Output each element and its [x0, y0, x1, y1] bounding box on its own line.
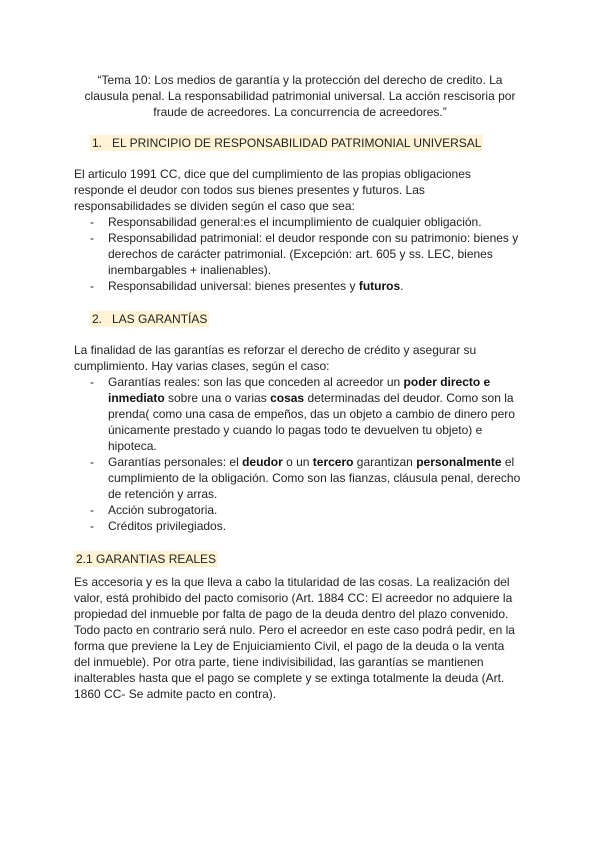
list-item-text: Créditos privilegiados.: [108, 519, 227, 533]
list-item-bold: cosas: [270, 391, 305, 405]
list-item-text: sobre una o varias: [164, 391, 271, 405]
section-2-intro: La finalidad de las garantías es reforzar el derecho de crédito y asegurar su cumplimiento. Hay varias clases, según el caso:: [74, 343, 477, 373]
list-dash: -: [90, 455, 94, 469]
list-item-text: Responsabilidad patrimonial: el deudor responde con su patrimonio: bienes y derechos de carácter patrimonial. (Excepción: art. 605 y ss. LEC, bienes inembargables + inalienables).: [108, 231, 519, 277]
list-item-text: Garantías personales: el: [108, 455, 243, 469]
list-dash: -: [90, 519, 94, 533]
section-2-highlight: [90, 311, 209, 327]
list-item-bold: deudor: [242, 455, 283, 469]
list-dash: -: [90, 279, 94, 293]
section-2-heading: [90, 310, 209, 328]
list-item-text: Responsabilidad general:es el incumplimiento de cualquier obligación.: [108, 215, 482, 229]
list-item-text: garantizan: [353, 455, 417, 469]
list-dash: -: [90, 503, 94, 517]
list-item: [74, 278, 522, 294]
list-item: [74, 454, 522, 502]
section-2-1-heading: [74, 550, 218, 568]
list-item-text: Acción subrogatoria.: [108, 503, 218, 517]
section-1-highlight: [90, 135, 483, 151]
list-item: [74, 502, 522, 518]
list-item-bold: personalmente: [416, 455, 502, 469]
list-item-bold: futuros: [358, 279, 401, 293]
list-dash: -: [90, 375, 94, 389]
section-2-number: 2.: [92, 312, 103, 326]
list-item: [74, 374, 522, 454]
list-item-text: Garantías reales: son las que conceden al acreedor un: [108, 375, 404, 389]
list-item: [74, 518, 522, 534]
section-2-1-body: Es accesoria y es la que lleva a cabo la titularidad de las cosas. La realización del valor, está prohibido del pacto comisorio (Art. 1884 CC: El acreedor no adquiere la propiedad del inmueble por falta de pago de la deuda dentro del plazo convenido. Todo pacto en contrario será nulo. Pero el acreedor en este caso podrá pedir, en la forma que previene la Ley de Enjuiciamiento Civil, el pago de la deuda o la venta del inmueble). Por otra parte, tiene indivisibilidad, las garantías se mantienen inalterables hasta que el pago se complete y se extinga totalmente la deuda (Art. 1860 CC- Se admite pacto en contra).: [74, 575, 515, 701]
section-1-number: 1.: [92, 136, 103, 150]
list-item-text: el cumplimiento de la obligación. Como son las fianzas, cláusula penal, derecho de retención y arras.: [108, 455, 521, 501]
list-dash: -: [90, 231, 94, 245]
section-1-heading: [90, 134, 483, 152]
section-2-list: [74, 374, 522, 534]
section-1-list: [74, 214, 522, 294]
list-item-bold: poder directo e inmediato: [108, 375, 491, 405]
list-item-text: .: [400, 279, 404, 293]
section-1-intro: El articulo 1991 CC, dice que del cumplimiento de las propias obligaciones responde el deudor con todos sus bienes presentes y futuros. Las responsabilidades se dividen según el caso que sea:: [74, 167, 471, 213]
list-item: [74, 214, 522, 230]
list-item-text: determinadas del deudor. Como son la prenda( como una casa de empeños, das un objeto a cambio de dinero pero únicamente prestado y cuando lo pagas todo te devuelven tu objeto) e hipoteca.: [108, 391, 515, 453]
document-title: “Tema 10: Los medios de garantía y la protección del derecho de credito. La clausula penal. La responsabilidad patrimonial universal. La acción rescisoria por fraude de acreedores. La concurrencia de acreedores.”: [84, 73, 516, 119]
list-item-text: o un: [282, 455, 313, 469]
section-2-1-highlight: 2.1 GARANTIAS REALES: [76, 552, 217, 566]
list-item: [74, 230, 522, 278]
section-1-title: EL PRINCIPIO DE RESPONSABILIDAD PATRIMONIAL UNIVERSAL: [112, 136, 482, 150]
list-dash: -: [90, 215, 94, 229]
list-item-text: Responsabilidad universal: bienes presentes y: [108, 279, 359, 293]
section-2-title: LAS GARANTÍAS: [112, 312, 208, 326]
list-item-bold: tercero: [312, 455, 354, 469]
